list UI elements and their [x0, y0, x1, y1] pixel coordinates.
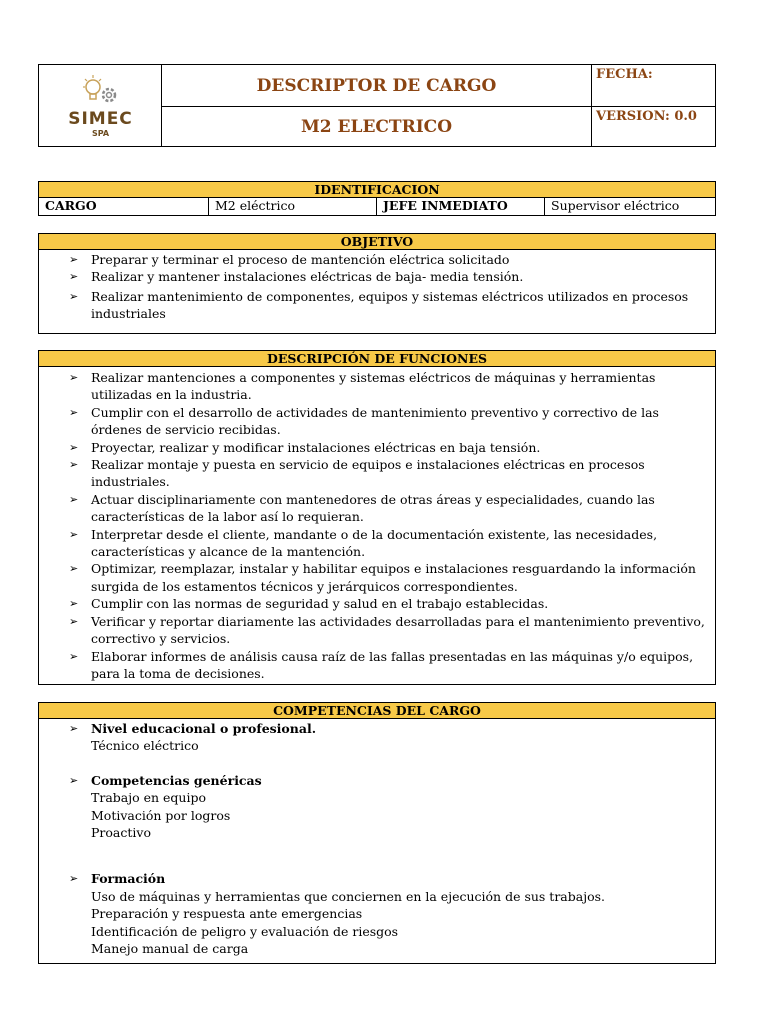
funciones-heading: DESCRIPCIÓN DE FUNCIONES [38, 350, 716, 367]
lightbulb-gear-icon [81, 73, 121, 109]
list-item: ➢ Proyectar, realizar y modificar instalaciones eléctricas en baja tensión. [69, 439, 541, 455]
list-item: ➢ Realizar y mantener instalaciones eléctricas de baja- media tensión. [69, 269, 524, 285]
competencia-line: Identificación de peligro y evaluación de riesgos [91, 923, 399, 939]
arrow-bullet-icon: ➢ [69, 289, 79, 303]
list-item: ➢ Verificar y reportar diariamente las actividades desarrolladas para el mantenimiento preventivo, correctivo y servicios. [69, 613, 705, 647]
arrow-bullet-icon: ➢ [69, 649, 79, 663]
arrow-bullet-icon: ➢ [69, 562, 79, 576]
competencia-line: Trabajo en equipo [91, 790, 206, 806]
competencia-group [39, 870, 715, 957]
list-item: ➢ Realizar mantenimiento de componentes, equipos y sistemas eléctricos utilizados en procesos industriales [69, 288, 689, 322]
arrow-bullet-icon: ➢ [69, 492, 79, 506]
list-item: ➢ Optimizar, reemplazar, instalar y habilitar equipos e instalaciones resguardando la información surgida de los estamentos técnicos y jerárquicos correspondientes. [69, 561, 696, 594]
competencias-body [38, 719, 716, 964]
arrow-bullet-icon: ➢ [69, 527, 79, 541]
list-item: ➢ Realizar mantenciones a componentes y sistemas eléctricos de máquinas y herramientas utilizadas en la industria. [69, 370, 656, 403]
arrow-bullet-icon: ➢ [69, 270, 79, 284]
list-item: ➢ Cumplir con el desarrollo de actividades de mantenimiento preventivo y correctivo de las órdenes de servicio recibidas. [69, 404, 659, 438]
competencia-title: ➢ Nivel educacional o profesional. [69, 721, 317, 736]
arrow-bullet-icon: ➢ [69, 440, 79, 454]
list-item: ➢ Preparar y terminar el proceso de mantención eléctrica solicitado [69, 252, 510, 267]
jefe-value: Supervisor eléctrico [551, 198, 680, 213]
list-item: ➢ Actuar disciplinariamente con mantenedores de otras áreas y especialidades, cuando las características de la labor así lo requieran. [69, 491, 655, 525]
arrow-bullet-icon: ➢ [69, 405, 79, 419]
arrow-bullet-icon: ➢ [69, 614, 79, 628]
list-item: ➢ Cumplir con las normas de seguridad y salud en el trabajo establecidas. [69, 596, 549, 612]
arrow-bullet-icon: ➢ [69, 597, 79, 611]
logo-text: SIMEC [68, 109, 133, 129]
document-subtitle: M2 ELECTRICO [162, 107, 592, 146]
list-item: ➢ Elaborar informes de análisis causa raíz de las fallas presentadas en las máquinas y/o equipos, para la toma de decisiones. [69, 648, 694, 681]
cargo-value: M2 eléctrico [209, 198, 377, 215]
competencia-line: Técnico eléctrico [91, 738, 199, 754]
list-item: ➢ Realizar montaje y puesta en servicio de equipos e instalaciones eléctricas en procesos industriales. [69, 457, 645, 490]
competencia-group [39, 720, 715, 755]
competencia-line: Uso de máquinas y herramientas que conciernen en la ejecución de sus trabajos. [91, 888, 605, 904]
competencia-line: Motivación por logros [91, 807, 231, 823]
funciones-body [38, 367, 716, 685]
logo-subtext: SPA [91, 129, 110, 138]
competencia-line: Preparación y respuesta ante emergencias [91, 906, 363, 922]
identificacion-heading: IDENTIFICACION [38, 181, 716, 198]
cargo-label: CARGO [39, 198, 209, 215]
arrow-bullet-icon: ➢ [69, 371, 79, 384]
objetivo-heading: OBJETIVO [38, 233, 716, 250]
arrow-bullet-icon: ➢ [69, 773, 79, 787]
objetivo-list [39, 251, 715, 323]
version-field: VERSION: 0.0 [596, 109, 697, 124]
jefe-label: JEFE INMEDIATO [377, 198, 545, 215]
competencia-title: ➢ Formación [69, 871, 166, 887]
list-item: ➢ Interpretar desde el cliente, mandante o de la documentación existente, las necesidades, características y alcance de la mantención. [69, 526, 658, 560]
competencia-group [39, 772, 715, 842]
objetivo-body [38, 250, 716, 334]
competencia-title: ➢ Competencias genéricas [69, 772, 262, 788]
competencias-heading: COMPETENCIAS DEL CARGO [38, 702, 716, 719]
fecha-field: FECHA: [592, 65, 715, 107]
logo-cell [39, 65, 162, 146]
identificacion-row [38, 198, 716, 216]
arrow-bullet-icon: ➢ [69, 722, 79, 735]
document-header [38, 64, 716, 147]
arrow-bullet-icon: ➢ [69, 253, 79, 266]
arrow-bullet-icon: ➢ [69, 872, 79, 886]
competencia-line: Proactivo [91, 825, 151, 841]
competencia-line: Manejo manual de carga [91, 941, 249, 957]
document-title: DESCRIPTOR DE CARGO [162, 65, 592, 107]
funciones-list [39, 369, 715, 682]
arrow-bullet-icon: ➢ [69, 458, 79, 472]
